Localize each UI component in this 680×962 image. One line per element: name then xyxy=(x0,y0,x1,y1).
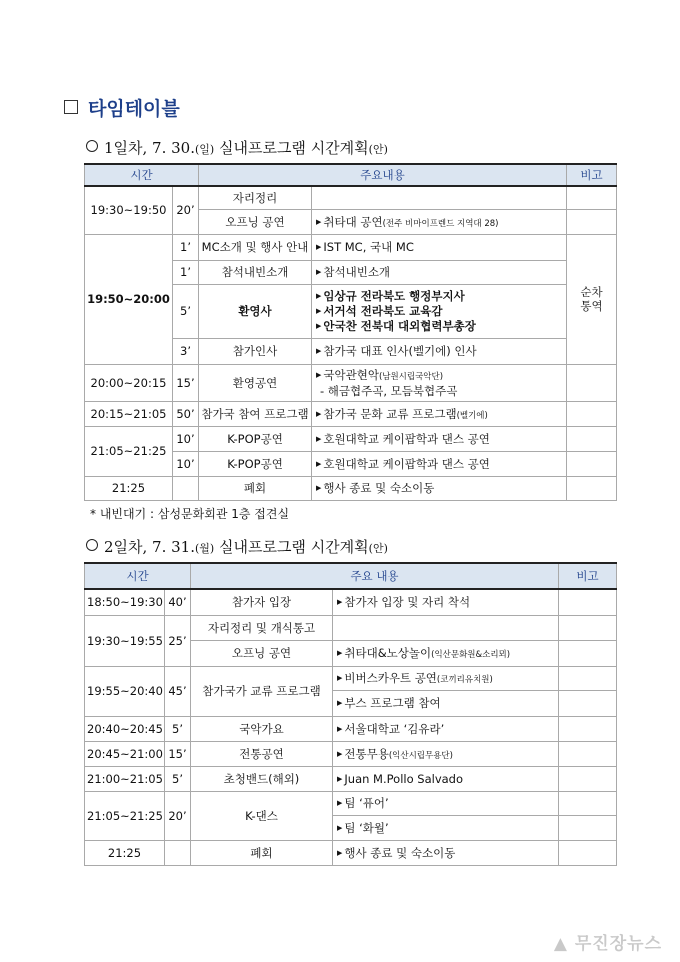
duration-cell xyxy=(173,476,199,500)
remarks-cell xyxy=(559,666,617,690)
triangle-bullet-icon: ▶ xyxy=(316,347,322,355)
detail-text: 취타대&노상놀이 xyxy=(344,646,432,660)
duration-cell: 3’ xyxy=(173,338,199,364)
detail-cell xyxy=(333,716,559,741)
header-content: 주요 내용 xyxy=(191,563,559,589)
table-row xyxy=(85,741,617,766)
day2-heading xyxy=(86,536,388,557)
triangle-bullet-icon: ▶ xyxy=(337,749,343,758)
time-cell: 20:15~21:05 xyxy=(85,401,173,426)
triangle-bullet-icon: ▶ xyxy=(316,484,322,492)
program-cell: 참가국 참여 프로그램 xyxy=(199,401,312,426)
remarks-cell xyxy=(567,476,617,500)
duration-cell: 20’ xyxy=(173,186,199,234)
day2-plan: (안) xyxy=(368,542,388,555)
remarks-cell xyxy=(567,209,617,234)
time-cell: 19:55~20:40 xyxy=(85,666,165,716)
table-row xyxy=(85,716,617,741)
program-cell: 참가국가 교류 프로그램 xyxy=(191,666,333,716)
detail-note: (익산시립무용단) xyxy=(388,750,453,761)
detail-cell xyxy=(312,234,567,260)
watermark xyxy=(554,929,662,954)
detail-text: 국악관현악 xyxy=(323,367,379,382)
table-row xyxy=(85,840,617,865)
detail-text: 행사 종료 및 숙소이동 xyxy=(323,481,435,495)
detail-text: 호원대학교 케이팝학과 댄스 공연 xyxy=(323,431,490,446)
triangle-bullet-icon: ▶ xyxy=(337,774,343,783)
section-title xyxy=(64,94,180,121)
time-cell: 20:40~20:45 xyxy=(85,716,165,741)
triangle-bullet-icon: ▶ xyxy=(337,823,343,832)
remark-text: 순차 통역 xyxy=(580,285,603,313)
time-cell: 19:30~19:55 xyxy=(85,615,165,666)
duration-cell: 10’ xyxy=(173,451,199,476)
detail-line xyxy=(316,368,564,384)
detail-text: Juan M.Pollo Salvado xyxy=(344,771,464,786)
remarks-cell xyxy=(567,364,617,401)
detail-text: 행사 종료 및 숙소이동 xyxy=(344,845,456,860)
program-cell: 오프닝 공연 xyxy=(191,640,333,666)
duration-cell: 45’ xyxy=(165,666,191,716)
table-row xyxy=(85,234,617,260)
table-row xyxy=(85,476,617,500)
detail-text: 취타대 공연 xyxy=(323,214,383,229)
circle-bullet-icon xyxy=(86,539,98,551)
triangle-bullet-icon: ▶ xyxy=(337,724,343,733)
remarks-cell xyxy=(567,426,617,451)
detail-cell xyxy=(312,260,567,284)
table-row xyxy=(85,615,617,640)
time-cell: 21:25 xyxy=(85,476,173,500)
table-row xyxy=(85,426,617,451)
detail-text: 부스 프로그램 참여 xyxy=(344,696,441,710)
day1-plan: (안) xyxy=(368,143,388,156)
triangle-bullet-icon: ▶ xyxy=(316,306,322,315)
detail-cell xyxy=(312,364,567,401)
program-cell: 국악가요 xyxy=(191,716,333,741)
detail-cell xyxy=(312,426,567,451)
table-row xyxy=(85,791,617,815)
duration-cell xyxy=(165,840,191,865)
day1-day: (일) xyxy=(195,143,215,156)
table-row xyxy=(85,401,617,426)
program-cell: 참가자 입장 xyxy=(191,589,333,615)
triangle-bullet-icon: ▶ xyxy=(316,370,322,379)
triangle-bullet-icon: ▶ xyxy=(316,217,322,226)
duration-cell: 5’ xyxy=(165,766,191,791)
detail-cell xyxy=(333,666,559,690)
watermark-text: 무진장뉴스 xyxy=(574,934,662,954)
day1-heading-rest: 실내프로그램 시간계획 xyxy=(214,139,369,157)
duration-cell: 1’ xyxy=(173,234,199,260)
detail-line xyxy=(316,304,564,319)
triangle-bullet-icon: ▶ xyxy=(337,799,343,807)
detail-cell xyxy=(312,209,567,234)
detail-text: 안국찬 전북대 대외협력부총장 xyxy=(323,318,476,333)
time-cell: 20:45~21:00 xyxy=(85,741,165,766)
program-cell: K-POP공연 xyxy=(199,451,312,476)
program-cell: 환영공연 xyxy=(199,364,312,401)
triangle-bullet-icon: ▶ xyxy=(316,459,322,468)
title-text: 타임테이블 xyxy=(88,98,180,120)
program-cell: 환영사 xyxy=(199,284,312,338)
time-cell: 21:05~21:25 xyxy=(85,426,173,476)
time-cell: 21:05~21:25 xyxy=(85,791,165,840)
detail-cell xyxy=(312,186,567,209)
duration-cell: 5’ xyxy=(173,284,199,338)
detail-cell xyxy=(333,589,559,615)
detail-text: 팀 ‘화월’ xyxy=(344,820,389,835)
detail-text: - 해금협주곡, 모듬북협주곡 xyxy=(320,383,458,398)
header-time: 시간 xyxy=(85,563,191,589)
detail-cell xyxy=(312,476,567,500)
remarks-cell xyxy=(559,615,617,640)
duration-cell: 10’ xyxy=(173,426,199,451)
program-cell: K-댄스 xyxy=(191,791,333,840)
triangle-bullet-icon: ▶ xyxy=(316,409,322,418)
remarks-cell xyxy=(559,766,617,791)
day2-heading-text: 2일차, 7. 31. xyxy=(104,538,195,556)
program-cell: 참석내빈소개 xyxy=(199,260,312,284)
time-cell: 19:50~20:00 xyxy=(85,234,173,364)
duration-cell: 25’ xyxy=(165,615,191,666)
triangle-bullet-icon: ▶ xyxy=(316,268,322,276)
duration-cell: 40’ xyxy=(165,589,191,615)
program-cell: K-POP공연 xyxy=(199,426,312,451)
program-cell: MC소개 및 행사 안내 xyxy=(199,234,312,260)
triangle-bullet-icon: ▶ xyxy=(337,649,343,657)
detail-cell xyxy=(312,451,567,476)
table-header-row xyxy=(85,164,617,186)
remarks-cell xyxy=(559,716,617,741)
detail-cell xyxy=(333,741,559,766)
detail-text: 전통무용 xyxy=(344,746,389,761)
day2-day: (월) xyxy=(195,542,215,555)
table-header-row xyxy=(85,563,617,589)
triangle-bullet-icon: ▶ xyxy=(337,699,343,707)
detail-text: 서울대학교 ‘김유라’ xyxy=(344,721,445,736)
detail-line xyxy=(316,289,564,304)
detail-note: (남원시립국악단) xyxy=(378,371,444,382)
circle-bullet-icon xyxy=(86,140,98,152)
program-cell: 폐회 xyxy=(191,840,333,865)
duration-cell: 1’ xyxy=(173,260,199,284)
detail-cell xyxy=(312,284,567,338)
triangle-bullet-icon: ▶ xyxy=(316,291,322,300)
table-row xyxy=(85,186,617,209)
remarks-cell xyxy=(559,815,617,840)
remarks-cell xyxy=(559,640,617,666)
remarks-cell xyxy=(567,186,617,209)
remarks-cell xyxy=(559,589,617,615)
time-cell: 21:00~21:05 xyxy=(85,766,165,791)
duration-cell: 50’ xyxy=(173,401,199,426)
remarks-cell xyxy=(559,690,617,716)
remarks-cell xyxy=(559,741,617,766)
detail-cell xyxy=(333,690,559,716)
detail-line xyxy=(316,319,564,334)
detail-note: (익산문화원&소리뫼) xyxy=(431,650,511,660)
table-row xyxy=(85,766,617,791)
program-cell: 자리정리 및 개식통고 xyxy=(191,615,333,640)
day2-table xyxy=(84,562,617,866)
detail-note: (전주 비마이프렌드 지역대 28) xyxy=(382,218,499,229)
duration-cell: 5’ xyxy=(165,716,191,741)
header-time: 시간 xyxy=(85,164,199,186)
remarks-cell xyxy=(567,234,617,364)
remarks-cell xyxy=(559,791,617,815)
header-remarks: 비고 xyxy=(559,563,617,589)
remarks-cell xyxy=(567,451,617,476)
triangle-bullet-icon: ▶ xyxy=(316,321,322,330)
detail-text: 참가국 문화 교류 프로그램 xyxy=(323,406,457,421)
detail-note: (벨기에) xyxy=(456,410,488,421)
triangle-bullet-icon: ▶ xyxy=(337,598,343,607)
detail-text: 서거석 전라북도 교육감 xyxy=(323,303,443,318)
program-cell: 전통공연 xyxy=(191,741,333,766)
detail-cell xyxy=(312,401,567,426)
note-text: * 내빈대기 : 삼성문화회관 1층 접견실 xyxy=(90,507,290,521)
program-cell: 폐회 xyxy=(199,476,312,500)
detail-text: 참가국 대표 인사(벨기에) 인사 xyxy=(323,344,477,358)
table-row xyxy=(85,364,617,401)
day1-heading xyxy=(86,137,388,158)
checkbox-square-icon xyxy=(64,100,78,114)
detail-cell xyxy=(333,840,559,865)
triangle-bullet-icon: ▶ xyxy=(337,674,343,682)
detail-text: 팀 ‘퓨어’ xyxy=(344,796,389,810)
table-row xyxy=(85,666,617,690)
duration-cell: 20’ xyxy=(165,791,191,840)
day1-heading-text: 1일차, 7. 30. xyxy=(104,139,195,157)
detail-note: (코끼리유치원) xyxy=(436,675,493,685)
time-cell: 21:25 xyxy=(85,840,165,865)
duration-cell: 15’ xyxy=(173,364,199,401)
program-cell: 초청밴드(해외) xyxy=(191,766,333,791)
program-cell: 오프닝 공연 xyxy=(199,209,312,234)
detail-cell xyxy=(333,615,559,640)
remarks-cell xyxy=(567,401,617,426)
remarks-cell xyxy=(559,840,617,865)
time-cell: 20:00~20:15 xyxy=(85,364,173,401)
detail-text: 호원대학교 케이팝학과 댄스 공연 xyxy=(323,456,490,471)
header-content: 주요내용 xyxy=(199,164,567,186)
detail-text: 임상규 전라북도 행정부지사 xyxy=(323,288,465,303)
detail-cell xyxy=(333,815,559,840)
triangle-bullet-icon: ▶ xyxy=(316,243,322,251)
detail-text: 참석내빈소개 xyxy=(323,265,391,279)
time-cell: 19:30~19:50 xyxy=(85,186,173,234)
day2-heading-rest: 실내프로그램 시간계획 xyxy=(214,538,369,556)
detail-text: 비버스카우트 공연 xyxy=(344,671,437,685)
header-remarks: 비고 xyxy=(567,164,617,186)
program-cell: 참가인사 xyxy=(199,338,312,364)
detail-cell xyxy=(312,338,567,364)
triangle-bullet-icon: ▶ xyxy=(337,848,343,857)
time-cell: 18:50~19:30 xyxy=(85,589,165,615)
table-row xyxy=(85,589,617,615)
detail-text: IST MC, 국내 MC xyxy=(323,240,414,254)
detail-cell xyxy=(333,640,559,666)
detail-text: 참가자 입장 및 자리 착석 xyxy=(344,595,471,610)
detail-cell xyxy=(333,791,559,815)
day1-table xyxy=(84,163,617,501)
triangle-bullet-icon: ▶ xyxy=(316,434,322,443)
program-cell: 자리정리 xyxy=(199,186,312,209)
duration-cell: 15’ xyxy=(165,741,191,766)
detail-cell xyxy=(333,766,559,791)
watermark-logo-icon: ▲ xyxy=(553,934,575,954)
